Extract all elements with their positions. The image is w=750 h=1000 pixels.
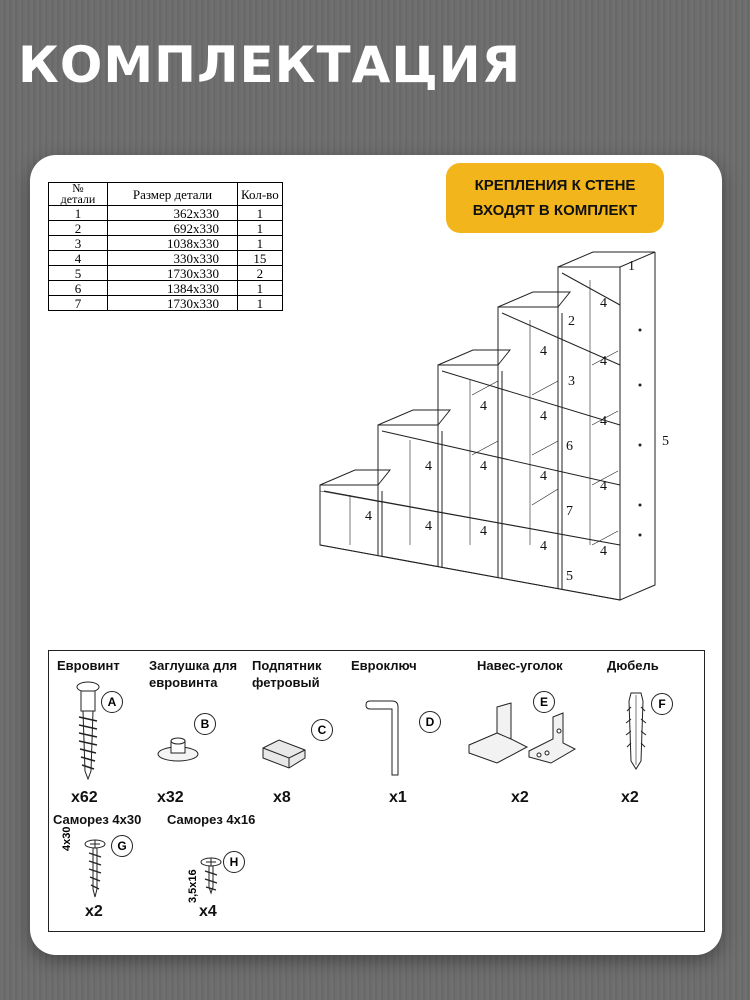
drawing-label-4: 4	[425, 519, 432, 534]
hardware-letter-g: G	[111, 835, 133, 857]
table-row: 1 362x330 1	[49, 206, 283, 221]
drawing-label-4: 4	[600, 354, 607, 369]
wood-screw-30-icon	[83, 839, 107, 899]
drawing-label-4: 4	[600, 544, 607, 559]
drawing-label-4: 4	[540, 344, 547, 359]
hardware-letter-h: H	[223, 851, 245, 873]
header-part-size: Размер детали	[108, 183, 238, 206]
felt-pad-icon	[259, 736, 309, 772]
drawing-label-7: 7	[566, 504, 573, 519]
table-row: 5 1730x330 2	[49, 266, 283, 281]
content-card	[30, 155, 722, 955]
drawing-label-4: 4	[480, 524, 487, 539]
wall-mount-badge	[446, 163, 664, 233]
page-title: КОМПЛЕКТАЦИЯ	[18, 36, 522, 94]
hardware-name-c: Подпятник фетровый	[252, 658, 322, 690]
drawing-label-4: 4	[480, 459, 487, 474]
hardware-letter-c: C	[311, 719, 333, 741]
drawing-label-2: 2	[568, 314, 575, 329]
corner-bracket-icon	[467, 703, 579, 775]
table-row: 6 1384x330 1	[49, 281, 283, 296]
size-mark-g: 4x30	[61, 826, 73, 851]
size-mark-h: 3,5x16	[187, 869, 199, 903]
hardware-qty-a: x62	[71, 789, 98, 806]
hardware-qty-e: x2	[511, 789, 529, 806]
hardware-qty-b: x32	[157, 789, 184, 806]
drawing-label-5: 5	[566, 569, 573, 584]
screw-cap-icon	[154, 736, 204, 766]
hardware-letter-d: D	[419, 711, 441, 733]
drawing-label-3: 3	[568, 374, 575, 389]
hardware-name-f: Дюбель	[607, 658, 659, 673]
hardware-letter-b: B	[194, 713, 216, 735]
drawing-label-5: 5	[662, 434, 669, 449]
table-row: 3 1038x330 1	[49, 236, 283, 251]
wood-screw-16-icon	[199, 857, 223, 897]
drawing-label-4: 4	[600, 414, 607, 429]
parts-table	[48, 182, 283, 311]
hardware-panel	[48, 650, 705, 932]
table-header-row	[49, 183, 283, 206]
table-row: 7 1730x330 1	[49, 296, 283, 311]
table-row: 4 330x330 15	[49, 251, 283, 266]
hardware-qty-g: x2	[85, 903, 103, 920]
drawing-label-4: 4	[600, 296, 607, 311]
drawing-label-4: 4	[540, 409, 547, 424]
badge-line-1: КРЕПЛЕНИЯ К СТЕНЕ	[474, 177, 636, 194]
drawing-label-4: 4	[600, 479, 607, 494]
header-part-number: № детали	[49, 183, 108, 206]
hardware-name-d: Евроключ	[351, 658, 417, 673]
drawing-label-6: 6	[566, 439, 573, 454]
hardware-letter-e: E	[533, 691, 555, 713]
wall-plug-icon	[621, 691, 651, 771]
drawing-label-4: 4	[480, 399, 487, 414]
drawing-label-4: 4	[425, 459, 432, 474]
euro-screw-icon	[73, 681, 103, 781]
drawing-label-4: 4	[365, 509, 372, 524]
shelf-assembly-drawing	[310, 245, 669, 615]
header-quantity: Кол-во	[238, 183, 283, 206]
badge-line-2: ВХОДЯТ В КОМПЛЕКТ	[472, 202, 638, 219]
hardware-qty-h: x4	[199, 903, 217, 920]
drawing-label-4: 4	[540, 539, 547, 554]
drawing-label-1: 1	[628, 259, 635, 274]
hardware-name-a: Евровинт	[57, 658, 120, 673]
hardware-qty-c: x8	[273, 789, 291, 806]
hardware-qty-f: x2	[621, 789, 639, 806]
hardware-name-e: Навес-уголок	[477, 658, 563, 673]
hardware-name-g: Саморез 4x30	[53, 812, 142, 827]
hardware-qty-d: x1	[389, 789, 407, 806]
hardware-letter-f: F	[651, 693, 673, 715]
hex-key-icon	[364, 699, 404, 779]
hardware-name-b: Заглушка для евровинта	[149, 658, 238, 690]
hardware-letter-a: A	[101, 691, 123, 713]
table-row: 2 692x330 1	[49, 221, 283, 236]
drawing-label-4: 4	[540, 469, 547, 484]
hardware-name-h: Саморез 4x16	[167, 812, 256, 827]
